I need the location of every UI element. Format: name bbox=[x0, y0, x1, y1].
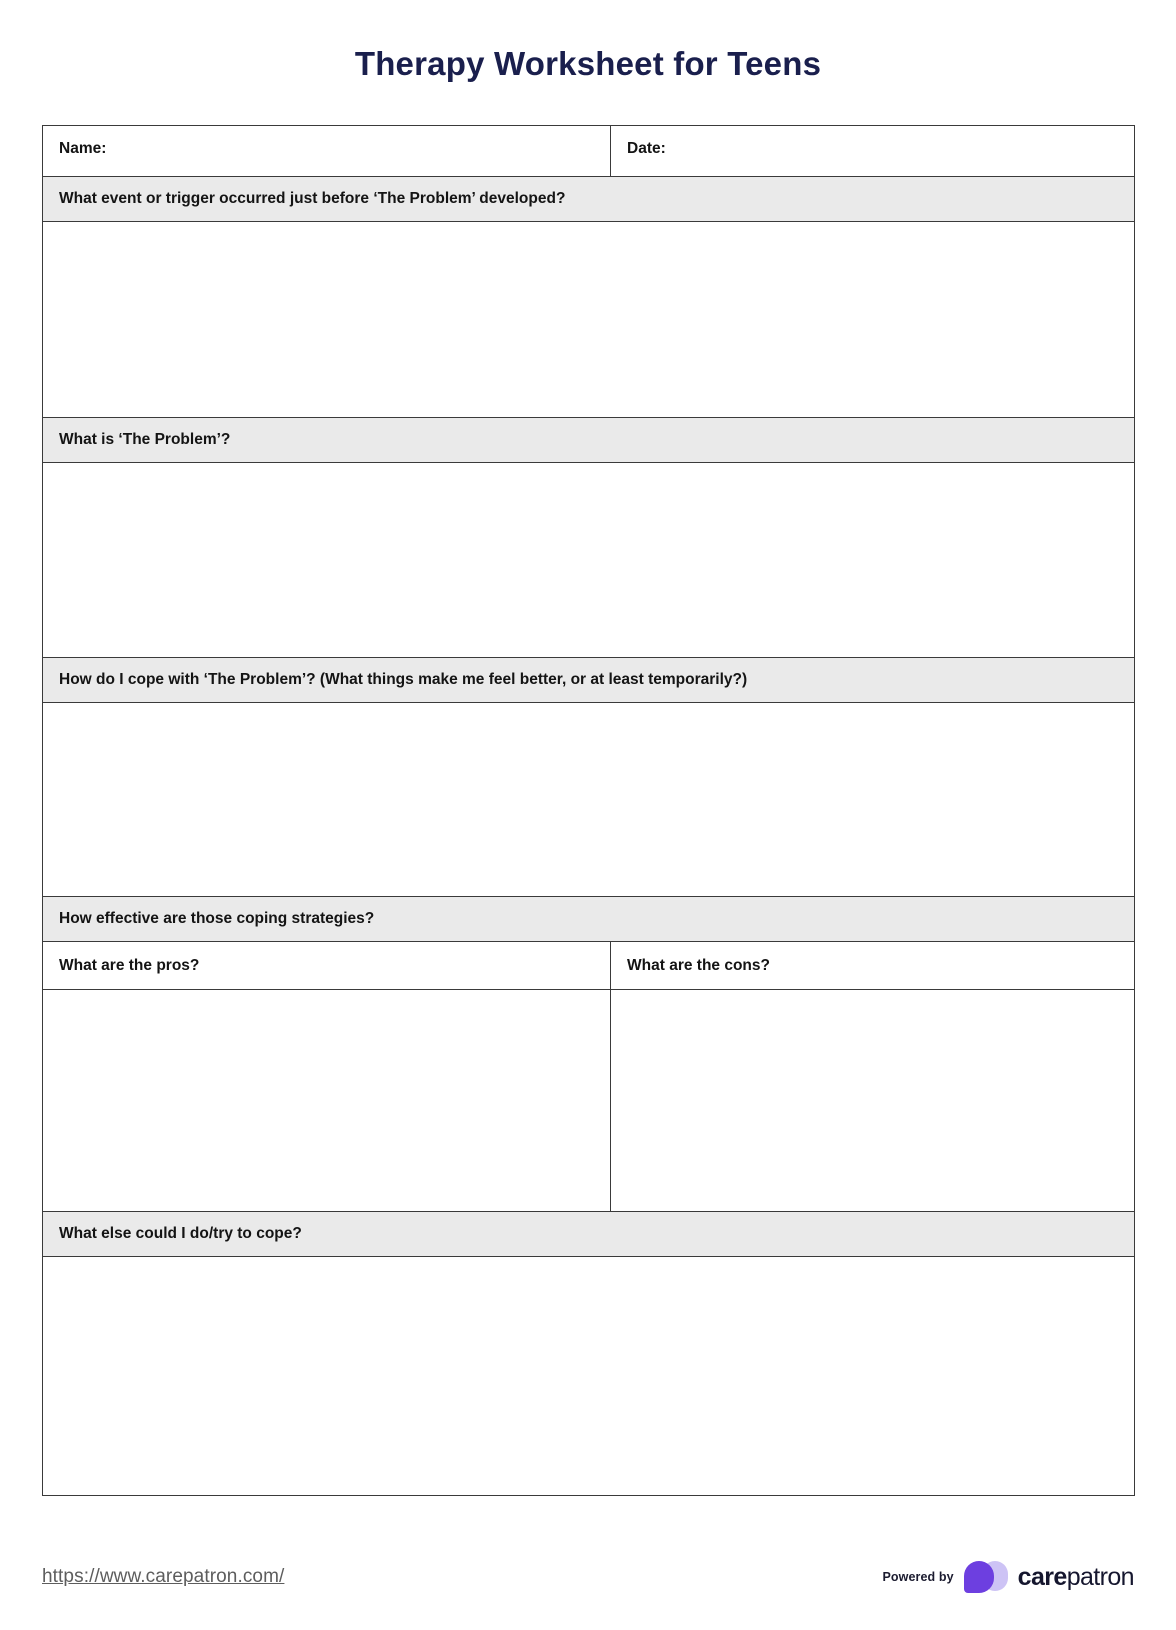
answer-area-coping[interactable] bbox=[43, 702, 1135, 896]
cons-label: What are the cons? bbox=[611, 941, 1135, 989]
question-row-effectiveness bbox=[43, 896, 1135, 941]
date-field[interactable]: Date: bbox=[611, 125, 1135, 176]
cons-answer-area[interactable] bbox=[611, 989, 1135, 1211]
worksheet-table bbox=[42, 125, 1135, 1496]
carepatron-wordmark bbox=[1017, 1562, 1134, 1591]
pros-cons-answer-row bbox=[43, 989, 1135, 1211]
identity-row bbox=[43, 125, 1135, 176]
question-label-coping: How do I cope with ‘The Problem’? (What things make me feel better, or at least temporarily?) bbox=[43, 657, 1135, 702]
question-label-alternatives: What else could I do/try to cope? bbox=[43, 1211, 1135, 1256]
answer-row-problem bbox=[43, 462, 1135, 657]
question-row-problem bbox=[43, 417, 1135, 462]
wordmark-light: patron bbox=[1066, 1562, 1134, 1591]
question-row-coping bbox=[43, 657, 1135, 702]
page-title: Therapy Worksheet for Teens bbox=[354, 45, 822, 82]
powered-by-label: Powered by bbox=[882, 1570, 954, 1584]
answer-row-alternatives bbox=[43, 1256, 1135, 1495]
page-footer bbox=[42, 1554, 1134, 1600]
pros-answer-area[interactable] bbox=[43, 989, 611, 1211]
answer-row-coping bbox=[43, 702, 1135, 896]
answer-row-trigger bbox=[43, 221, 1135, 417]
name-field[interactable]: Name: bbox=[43, 125, 611, 176]
answer-area-alternatives[interactable] bbox=[43, 1256, 1135, 1495]
carepatron-url-link[interactable]: https://www.carepatron.com/ bbox=[42, 1566, 285, 1587]
wordmark-bold: care bbox=[1017, 1562, 1067, 1591]
pros-label: What are the pros? bbox=[43, 941, 611, 989]
question-row-alternatives bbox=[43, 1211, 1135, 1256]
pros-cons-header-row bbox=[43, 941, 1135, 989]
question-label-effectiveness: How effective are those coping strategies? bbox=[43, 896, 1135, 941]
answer-area-problem[interactable] bbox=[43, 462, 1135, 657]
carepatron-logo-icon bbox=[964, 1561, 1008, 1593]
question-row-trigger bbox=[43, 176, 1135, 221]
question-label-trigger: What event or trigger occurred just before ‘The Problem’ developed? bbox=[43, 176, 1135, 221]
carepatron-branding bbox=[882, 1561, 1134, 1593]
question-label-problem: What is ‘The Problem’? bbox=[43, 417, 1135, 462]
answer-area-trigger[interactable] bbox=[43, 221, 1135, 417]
